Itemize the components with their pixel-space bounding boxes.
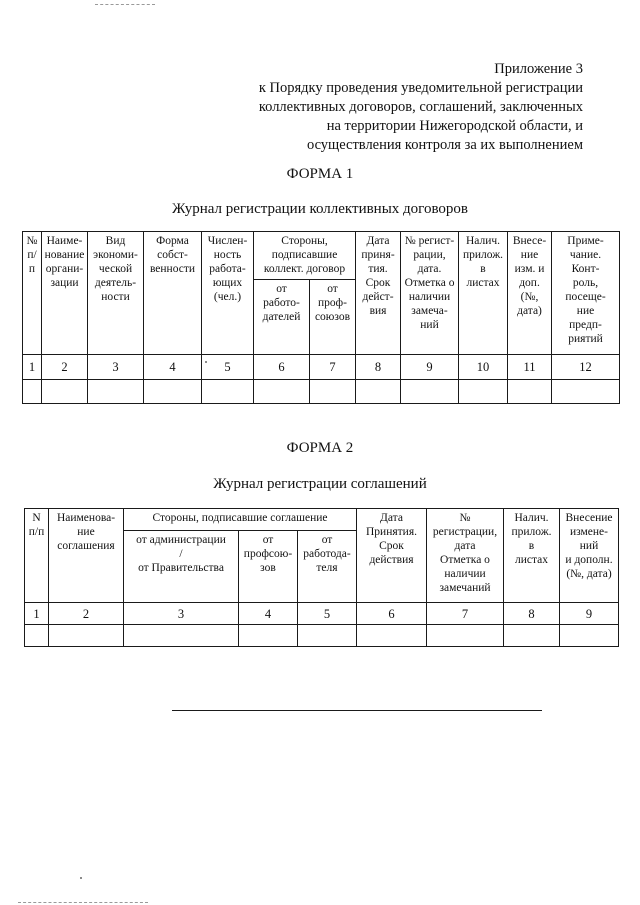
form1-col-number: 9: [401, 355, 459, 380]
table-cell: [23, 380, 42, 404]
table-cell: [298, 625, 357, 647]
form1-header-row: [23, 232, 620, 280]
form2-header-date: Дата Принятия. Срок действия: [357, 509, 427, 603]
form2-header-from-administration: от администрации / от Правительства: [124, 531, 239, 603]
signature-line: [172, 710, 542, 711]
form2-col-number: 7: [427, 603, 504, 625]
form1-header-org-name: Наиме- нование органи- зации: [42, 232, 88, 355]
appendix-line: осуществления контроля за их выполнением: [306, 137, 583, 153]
table-cell: [88, 380, 144, 404]
form1-col-number: 10: [459, 355, 508, 380]
table-cell: [124, 625, 239, 647]
form1-header-sides: Стороны, подписавшие коллект. договор: [254, 232, 356, 280]
form1-header-from-employers: от работо- дателей: [254, 280, 310, 355]
form2-col-number: 2: [49, 603, 124, 625]
form1-col-number: 11: [508, 355, 552, 380]
appendix-header: [163, 60, 583, 155]
table-cell: [552, 380, 620, 404]
form2-header-registration: № регистрации, дата Отметка о наличии замечаний: [427, 509, 504, 603]
table-cell: [560, 625, 619, 647]
form2-header-from-unions: от профсою- зов: [239, 531, 298, 603]
form1-journal-title: Журнал регистрации коллективных договоров: [171, 201, 469, 217]
form1-header-date: Дата приня- тия. Срок дейст- вия: [356, 232, 401, 355]
form1-header-registration: № регист- рации, дата. Отметка о наличии замеча- ний: [401, 232, 459, 355]
form1-col-number: 12: [552, 355, 620, 380]
form2-table: [24, 508, 619, 647]
appendix-line: Приложение 3: [494, 61, 583, 77]
form2-header-row: [25, 509, 619, 531]
form2-header-amendments: Внесение измене- ний и дополн. (№, дата): [560, 509, 619, 603]
table-cell: [427, 625, 504, 647]
form1-header-attachments: Налич. прилож. в листах: [459, 232, 508, 355]
table-cell: [310, 380, 356, 404]
table-cell: [239, 625, 298, 647]
form2-header-agreement-name: Наименова- ние соглашения: [49, 509, 124, 603]
form2-col-number: 6: [357, 603, 427, 625]
form2-col-number: 3: [124, 603, 239, 625]
form1-header-notes: Приме- чание. Конт- роль, посеще- ние предп- риятий: [552, 232, 620, 355]
form2-header-from-employers: от работода- теля: [298, 531, 357, 603]
form1-col-number: 6: [254, 355, 310, 380]
form1-header-ownership: Форма собст- венности: [144, 232, 202, 355]
table-cell: [508, 380, 552, 404]
form1-col-number: 8: [356, 355, 401, 380]
form1-header-activity: Вид экономи- ческой деятель- ности: [88, 232, 144, 355]
form1-title: ФОРМА 1: [286, 166, 354, 182]
form1-header-employees: Числен- ность работа- ющих (чел.): [202, 232, 254, 355]
form1-col-number: 4: [144, 355, 202, 380]
form2-title: ФОРМА 2: [286, 440, 354, 456]
table-cell: [49, 625, 124, 647]
table-cell: [202, 380, 254, 404]
form1-number-row: [23, 355, 620, 380]
scan-artifact-bottom: [18, 902, 148, 903]
form2-col-number: 4: [239, 603, 298, 625]
table-cell: [504, 625, 560, 647]
appendix-line: коллективных договоров, соглашений, заключенных: [258, 99, 583, 115]
appendix-line: к Порядку проведения уведомительной регистрации: [258, 80, 583, 96]
form1-col-number: 1: [23, 355, 42, 380]
table-cell: [25, 625, 49, 647]
form1-col-number: 7: [310, 355, 356, 380]
table-cell: [144, 380, 202, 404]
form2-header-attachments: Налич. прилож. в листах: [504, 509, 560, 603]
form2-number-row: [25, 603, 619, 625]
form1-col-number: 5: [202, 355, 254, 380]
form1-table: [22, 231, 620, 404]
form2-header-sides: Стороны, подписавшие соглашение: [124, 509, 357, 531]
scan-artifact-top: [95, 4, 155, 5]
table-cell: [401, 380, 459, 404]
form1-empty-row: [23, 380, 620, 404]
form2-col-number: 9: [560, 603, 619, 625]
form1-header-amendments: Внесе- ние изм. и доп. (№, дата): [508, 232, 552, 355]
form1-col-number: 3: [88, 355, 144, 380]
table-cell: [356, 380, 401, 404]
appendix-line: на территории Нижегородской области, и: [326, 118, 583, 134]
form2-col-number: 1: [25, 603, 49, 625]
table-cell: [459, 380, 508, 404]
scan-speck: [80, 877, 82, 879]
form2-col-number: 8: [504, 603, 560, 625]
table-cell: [42, 380, 88, 404]
form1-col-number: 2: [42, 355, 88, 380]
table-cell: [357, 625, 427, 647]
form2-journal-title: Журнал регистрации соглашений: [213, 476, 427, 492]
form2-empty-row: [25, 625, 619, 647]
table-cell: [254, 380, 310, 404]
form1-header-num: № п/ п: [23, 232, 42, 355]
form2-header-num: N п/п: [25, 509, 49, 603]
form2-col-number: 5: [298, 603, 357, 625]
form1-header-from-unions: от проф- союзов: [310, 280, 356, 355]
